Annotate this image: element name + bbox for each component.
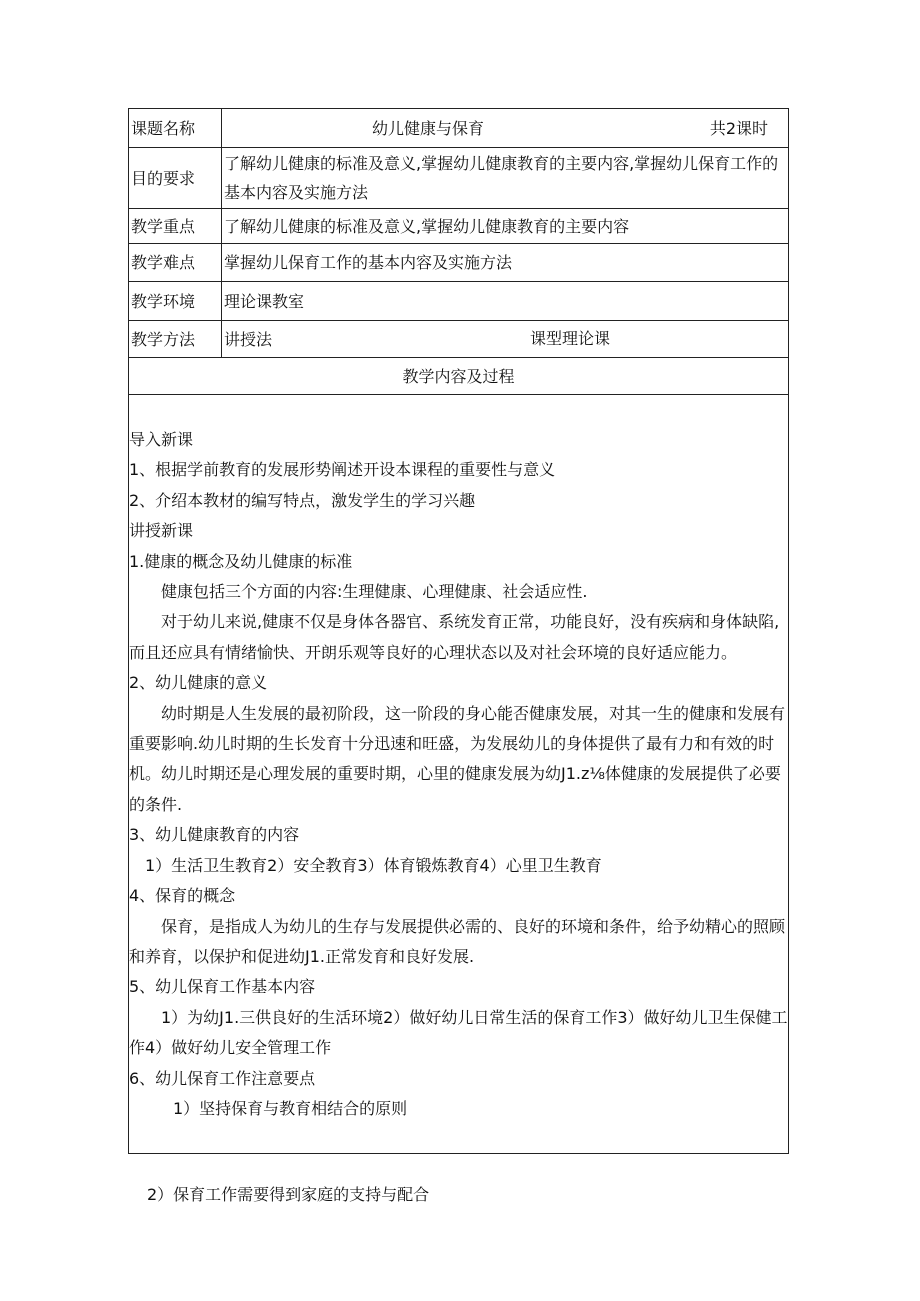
hours-value: 共2课时 xyxy=(709,119,768,138)
content-paragraph: 6、幼儿保育工作注意要点 xyxy=(129,1068,316,1088)
method-row xyxy=(129,321,789,358)
environment-row xyxy=(129,282,789,321)
content-paragraph: 1）为幼J1.三供良好的生活环境2）做好幼儿日常生活的保育工作3）做好幼儿卫生保健工作4）做好幼儿安全管理工作 xyxy=(129,1007,788,1058)
footer-line: 2）保育工作需要得到家庭的支持与配合 xyxy=(147,1185,430,1204)
focus-row xyxy=(129,209,789,244)
topic-label: 课题名称 xyxy=(129,109,222,148)
content-paragraph: 导入新课 xyxy=(129,430,194,449)
content-paragraph: 1）生活卫生教育2）安全教育3）体育锻炼教育4）心里卫生教育 xyxy=(145,855,602,875)
lesson-plan-table xyxy=(128,108,789,1154)
focus-label: 教学重点 xyxy=(129,209,222,244)
content-paragraph: 4、保育的概念 xyxy=(129,886,236,906)
goal-value: 了解幼儿健康的标准及意义,掌握幼儿健康教育的主要内容,掌握幼儿保育工作的基本内容及实施方法 xyxy=(222,148,789,209)
content-paragraph: 对于幼儿来说,健康不仅是身体各器官、系统发育正常，功能良好，没有疾病和身体缺陷,而且还应具有情绪愉快、开朗乐观等良好的心理状态以及对社会环境的良好适应能力。 xyxy=(129,612,780,662)
content-paragraph: 1）坚持保育与教育相结合的原则 xyxy=(173,1098,408,1118)
content-paragraph: 3、幼儿健康教育的内容 xyxy=(129,825,300,845)
content-row xyxy=(129,395,789,1154)
method-cell xyxy=(222,321,789,358)
content-cell xyxy=(129,395,789,1154)
content-paragraph: 保育，是指成人为幼儿的生存与发展提供必需的、良好的环境和条件，给予幼精心的照顾和养育，以保护和促进幼J1.正常发育和良好发展. xyxy=(129,916,786,966)
content-paragraph: 2、介绍本教材的编写特点，激发学生的学习兴趣 xyxy=(129,490,476,510)
environment-label: 教学环境 xyxy=(129,282,222,321)
content-paragraph: 讲授新课 xyxy=(129,521,194,541)
difficulty-label: 教学难点 xyxy=(129,244,222,282)
section-row xyxy=(129,358,789,395)
topic-cell xyxy=(222,109,789,148)
environment-value: 理论课教室 xyxy=(222,282,789,321)
topic-value: 幼儿健康与保育 xyxy=(372,119,485,138)
topic-row xyxy=(129,109,789,148)
content-paragraph: 幼时期是人生发展的最初阶段，这一阶段的身心能否健康发展，对其一生的健康和发展有重要影响.幼儿时期的生长发育十分迅速和旺盛，为发展幼儿的身体提供了最有力和有效的时机。幼儿时期还是心理发展的重要时期，心里的健康发展为幼J1.z⅛体健康的发展提供了必要的条件. xyxy=(129,703,786,814)
content-paragraph: 1.健康的概念及幼儿健康的标准 xyxy=(129,551,353,571)
lesson-plan-sheet xyxy=(128,108,789,1154)
goal-row xyxy=(129,148,789,209)
method-value: 讲授法 xyxy=(224,329,273,349)
content-paragraph: 2、幼儿健康的意义 xyxy=(129,673,268,693)
goal-label: 目的要求 xyxy=(129,148,222,209)
method-label: 教学方法 xyxy=(129,321,222,358)
lesson-type: 课型理论课 xyxy=(530,329,611,348)
content-paragraph: 1、根据学前教育的发展形势阐述开设本课程的重要性与意义 xyxy=(129,460,556,480)
difficulty-row xyxy=(129,244,789,282)
difficulty-value: 掌握幼儿保育工作的基本内容及实施方法 xyxy=(222,244,789,282)
focus-value: 了解幼儿健康的标准及意义,掌握幼儿健康教育的主要内容 xyxy=(222,209,789,244)
content-paragraph: 5、幼儿保育工作基本内容 xyxy=(129,977,316,997)
section-title: 教学内容及过程 xyxy=(129,358,789,395)
content-paragraph: 健康包括三个方面的内容:生理健康、心理健康、社会适应性. xyxy=(161,582,588,602)
